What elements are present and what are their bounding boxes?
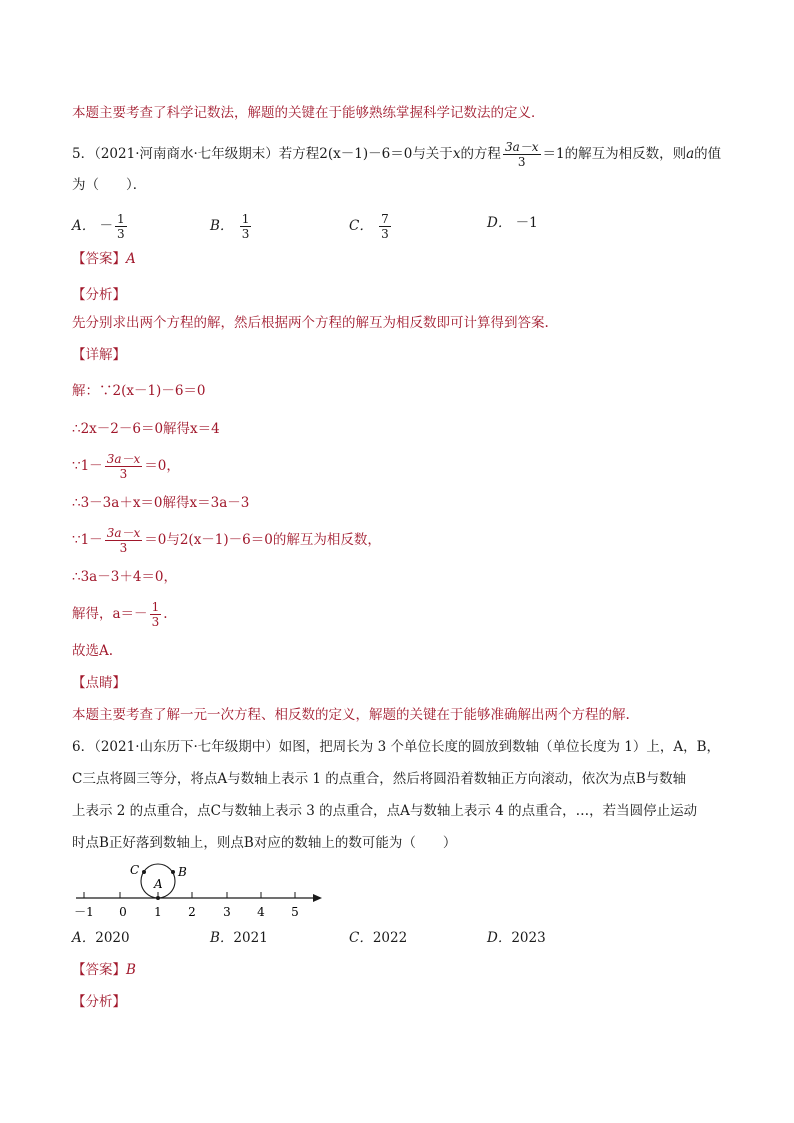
step-text: 解得，a＝－	[72, 606, 148, 622]
q5-number: 5．	[72, 146, 95, 162]
point-b-dot	[171, 870, 175, 874]
q6-option-c	[349, 929, 407, 947]
q5-fraction	[503, 140, 541, 169]
q5-step-6: ∴3a－3＋4＝0，	[72, 569, 177, 585]
q6-stem-line3: 上表示 2 的点重合，点C与数轴上表示 3 的点重合，点A与数轴上表示 4 的点重合，…，若当圆停止运动	[72, 803, 698, 819]
q5-comment-tag: 【点睛】	[72, 675, 126, 691]
option-label: D．	[487, 930, 512, 946]
q5-comment: 本题主要考查了解一元一次方程、相反数的定义，解题的关键在于能够准确解出两个方程的解.	[72, 707, 630, 723]
q6-stem-line2: C三点将圆三等分，将点A与数轴上表示 1 的点重合，然后将圆沿着数轴正方向滚动，依次为点B与数轴	[72, 771, 687, 787]
q5-detail-tag: 【详解】	[72, 347, 126, 363]
q5-option-b	[210, 212, 253, 241]
q5-step-2: ∴2x－2－6＝0解得x＝4	[72, 421, 220, 437]
q5-equation-1: 2(x－1)－6＝0	[319, 146, 413, 162]
answer-tag: 【答案】	[72, 251, 126, 267]
q5-option-a	[72, 212, 129, 241]
step-text: ＝0，	[144, 458, 180, 474]
tick-label: 4	[257, 905, 265, 919]
q5-step-1: 解：∵2(x－1)－6＝0	[72, 383, 206, 399]
q6-option-b	[210, 929, 268, 947]
fraction-denominator: 3	[381, 227, 389, 241]
q5-option-c	[349, 212, 393, 241]
q5-var-a: a	[686, 146, 695, 162]
fraction-numerator: 1	[241, 212, 250, 226]
q6-option-a	[72, 929, 130, 947]
option-sign: －	[99, 218, 114, 234]
fraction-denominator: 3	[119, 467, 128, 481]
step-text: ∵1－	[72, 458, 103, 474]
step-fraction	[105, 452, 143, 481]
q5-step-3	[72, 452, 180, 481]
q5-stem-text: 若方程	[278, 146, 320, 162]
intro-note: 本题主要考查了科学记数法，解题的关键在于能够熟练掌握科学记数法的定义．	[72, 105, 545, 121]
q5-stem-text: 的解互为相反数，则	[564, 146, 687, 162]
answer-value: A	[126, 251, 136, 267]
q5-stem-line2: 为（ ）．	[72, 177, 147, 193]
q5-stem	[72, 140, 721, 169]
option-text: －1	[515, 215, 538, 231]
fraction-denominator: 3	[517, 155, 526, 169]
fraction-numerator: 3a－x	[504, 140, 539, 154]
option-label: C．	[349, 218, 373, 234]
step-text: ∵1－	[72, 532, 103, 548]
q5-choice: 故选A.	[72, 643, 114, 659]
point-c-dot	[142, 870, 146, 874]
option-fraction	[240, 212, 252, 241]
step-text: .	[163, 606, 168, 622]
fraction-denominator: 3	[119, 541, 128, 555]
q5-stem-text: 的方程	[460, 146, 501, 162]
tick-label: 3	[223, 905, 231, 919]
tick-label: －1	[74, 905, 94, 919]
option-label: A．	[72, 930, 96, 946]
option-label: B．	[210, 218, 234, 234]
fraction-denominator: 3	[151, 615, 160, 629]
option-text: 2023	[511, 930, 546, 946]
tick-label: 1	[154, 905, 162, 919]
step-fraction	[150, 600, 162, 629]
point-a-label: A	[154, 877, 163, 891]
answer-value: B	[126, 962, 136, 978]
fraction-numerator: 3a－x	[106, 452, 141, 466]
answer-tag: 【答案】	[72, 962, 126, 978]
point-a-dot	[156, 896, 160, 900]
q6-stem-line4: 时点B正好落到数轴上，则点B对应的数轴上的数可能为（ ）	[72, 835, 457, 851]
q5-answer-line	[72, 250, 136, 268]
q5-equation-rhs: ＝1	[542, 146, 565, 162]
q5-step-4: ∴3－3a＋x＝0解得x＝3a－3	[72, 495, 250, 511]
fraction-denominator: 3	[241, 227, 250, 241]
fraction-numerator: 1	[117, 212, 125, 226]
axis-arrow	[313, 894, 322, 902]
fraction-numerator: 7	[381, 212, 389, 226]
fraction-denominator: 3	[117, 227, 125, 241]
option-fraction	[379, 212, 391, 241]
point-c-label: C	[130, 863, 140, 877]
q5-var-x: x	[452, 146, 461, 162]
option-text: 2021	[233, 930, 268, 946]
q5-step-7	[72, 600, 168, 629]
tick-label: 5	[291, 905, 299, 919]
option-label: D．	[487, 215, 512, 231]
q5-step-5	[72, 526, 381, 555]
q6-stem-line1: 6．（2021·山东历下·七年级期中）如图，把周长为 3 个单位长度的圆放到数轴（单位长度为 1）上，A，B，	[72, 739, 720, 755]
fraction-numerator: 3a－x	[106, 526, 141, 540]
option-label: A．	[72, 218, 96, 234]
option-label: C．	[349, 930, 373, 946]
tick-label: 2	[188, 905, 196, 919]
q5-stem-text: 与关于	[412, 146, 453, 162]
q5-stem-text: 的值	[694, 146, 722, 162]
option-label: B．	[210, 930, 234, 946]
q5-option-d	[487, 214, 538, 232]
step-text: ＝0与2(x－1)－6＝0的解互为相反数，	[144, 532, 381, 548]
point-b-label: B	[178, 865, 187, 879]
q6-analysis-tag: 【分析】	[72, 994, 126, 1010]
q5-analysis: 先分别求出两个方程的解，然后根据两个方程的解互为相反数即可计算得到答案.	[72, 315, 549, 331]
option-text: 2022	[372, 930, 408, 946]
tick-label: 0	[119, 905, 127, 919]
fraction-numerator: 1	[151, 600, 160, 614]
step-fraction	[105, 526, 143, 555]
axis-ticks	[84, 892, 295, 898]
q5-analysis-tag: 【分析】	[72, 287, 126, 303]
option-fraction	[115, 212, 127, 241]
q6-number-line-figure	[70, 858, 330, 922]
q5-source: （2021·河南商水·七年级期末）	[94, 146, 279, 162]
q6-option-d	[487, 929, 546, 947]
option-text: 2020	[95, 930, 130, 946]
q6-answer-line	[72, 961, 136, 979]
